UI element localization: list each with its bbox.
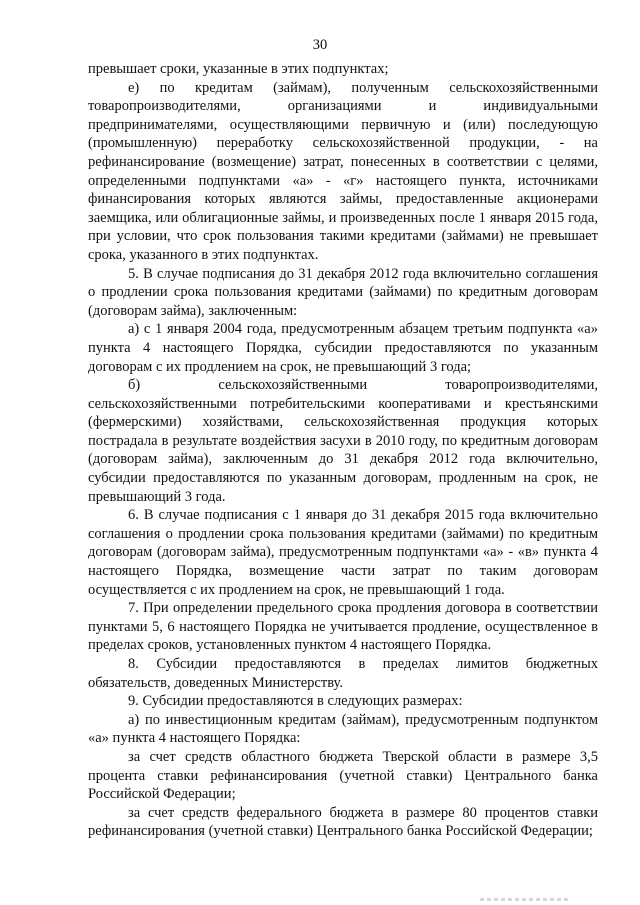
document-body: [88, 60, 598, 841]
paragraph-item-6: 6. В случае подписания с 1 января до 31 декабря 2015 года включительно соглашения о продлении срока пользования кредитами (займами) по кредитным договорам (договорам займа), предусмотренным подпунктами «а» - «в» пункта 4 настоящего Порядка, возмещение части затрат по таким договорам осуществляется с их продлением на срок, не превышающий 1 года.: [88, 507, 598, 598]
page-number: 30: [312, 37, 328, 53]
paragraph-subitem-e: е) по кредитам (займам), полученным сельскохозяйственными товаропроизводителями, организациями и индивидуальными предпринимателями, осуществляющими первичную и (или) последующую (промышленную) переработку сельскохозяйственной продукции, - на рефинансирование (возмещение) затрат, понесенных в соответствии с целями, определенными подпунктами «а» - «г» настоящего пункта, источниками финансирования которых являются займы, предоставленные акционерами заемщика, или облигационные займы, и произведенных после 1 января 2015 года, при условии, что срок пользования такими кредитами (займами) не превышает срока, указанного в этих подпунктах.: [88, 79, 598, 263]
paragraph-federal-budget: за счет средств федерального бюджета в размере 80 процентов ставки рефинансирования (учетной ставки) Центрального банка Российской Федерации;: [88, 804, 598, 840]
paragraph-item-9: 9. Субсидии предоставляются в следующих размерах:: [128, 693, 463, 710]
paragraph-regional-budget: за счет средств областного бюджета Тверской области в размере 3,5 процента ставки рефинансирования (учетной ставки) Центрального банка Российской Федерации;: [88, 748, 598, 803]
paragraph-item-5-a: а) с 1 января 2004 года, предусмотренным абзацем третьим подпункта «а» пункта 4 настоящего Порядка, субсидии предоставляются по указанным договорам с их продлением на срок, не превышающий 3 года;: [88, 321, 598, 375]
paragraph-item-5-b: б) сельскохозяйственными товаропроизводителями, сельскохозяйственными потребительскими кооперативами и крестьянскими (фермерскими) хозяйствами, сельскохозяйственная продукция которых пострадала в результате воздействия засухи в 2010 году, по кредитным договорам (договорам займа), заключенным до 31 декабря 2012 года включительно, субсидии предоставляются по указанным договорам, продленным на срок, не превышающий 3 года.: [88, 377, 598, 505]
paragraph-item-8: 8. Субсидии предоставляются в пределах лимитов бюджетных обязательств, доведенных Министерству.: [88, 656, 598, 691]
paragraph-continuation: превышает сроки, указанные в этих подпунктах;: [88, 61, 389, 77]
paragraph-item-9-a: а) по инвестиционным кредитам (займам), предусмотренным подпунктом «а» пункта 4 настоящего Порядка:: [88, 711, 598, 747]
scan-artifact: [480, 898, 570, 901]
paragraph-item-7: 7. При определении предельного срока продления договора в соответствии пунктами 5, 6 настоящего Порядка не учитывается продление, осуществленное в пределах сроков, установленных пунктом 4 настоящего Порядка.: [88, 600, 598, 654]
paragraph-item-5: 5. В случае подписания до 31 декабря 2012 года включительно соглашения о продлении срока пользования кредитами (займами) по кредитным договорам (договорам займа), заключенным:: [88, 265, 598, 319]
